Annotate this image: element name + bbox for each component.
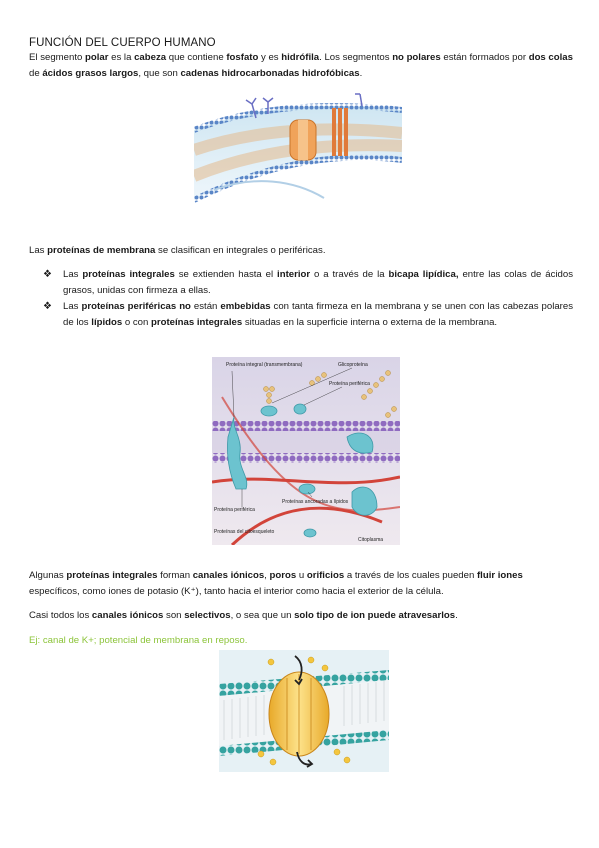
paragraph-polar-segment: El segmento polar es la cabeza que contiene fosfato y es hidrófila. Los segmentos no polares están formados por dos colas de ácidos grasos largos, que son cadenas hidrocarbonadas hidrofóbicas. — [29, 52, 573, 79]
label-integral-protein: Proteína integral (transmembrana) — [226, 362, 303, 368]
page-title: FUNCIÓN DEL CUERPO HUMANO — [29, 37, 216, 49]
paragraph-ion-channels: Algunas proteínas integrales forman canales iónicos, poros u orificios a través de los cuales pueden fluir iones específicos, como iones de potasio (K⁺), tanto hacia el interior como hacia el exterior de la célula. — [29, 570, 523, 597]
label-glycoprotein: Glicoproteína — [338, 362, 368, 368]
peripheral-protein-top-shape — [294, 404, 306, 414]
anchored-protein-shape — [299, 484, 315, 494]
bullet-integral-proteins — [43, 267, 573, 299]
example-note: Ej: canal de K+; potencial de membrana en reposo. — [29, 635, 248, 646]
diamond-bullet-icon: ❖ — [43, 269, 52, 280]
potassium-channel-figure — [219, 650, 389, 772]
label-cytoplasm: Citoplasma — [358, 537, 384, 543]
bullet-peripheral-text: Las proteínas periféricas no están embebidas con tanta firmeza en la membrana y se unen con las cabezas polares de los lípidos o con proteínas integrales situadas en la superficie interna o externa de la membrana. — [63, 301, 574, 328]
label-peripheral-bottom: Proteína periférica — [214, 507, 255, 513]
label-cytoskeleton: Proteínas del citoesqueleto — [214, 529, 275, 535]
bullet-peripheral-proteins — [43, 299, 573, 331]
bullet-integral-text: Las proteínas integrales se extienden hasta el interior o a través de la bicapa lipídica, entre las colas de ácidos grasos, unidas con firmeza a ellas. — [63, 269, 574, 296]
transmembrane-protein-icon — [334, 108, 346, 156]
label-anchored-proteins: Proteínas ancoradas a lípidos — [282, 499, 349, 505]
paragraph-membrane-proteins: Las proteínas de membrana se clasifican en integrales o periféricas. — [29, 245, 326, 256]
label-peripheral-top: Proteína periférica — [329, 381, 370, 387]
membrane-proteins-figure — [212, 357, 400, 545]
paragraph-selective-channels: Casi todos los canales iónicos son selectivos, o sea que un solo tipo de ion puede atravesarlos. — [29, 610, 458, 621]
lipid-bilayer-figure — [194, 90, 402, 210]
glycoprotein-shape — [261, 406, 277, 416]
diamond-bullet-icon: ❖ — [43, 301, 52, 312]
channel-protein-icon — [290, 120, 316, 160]
